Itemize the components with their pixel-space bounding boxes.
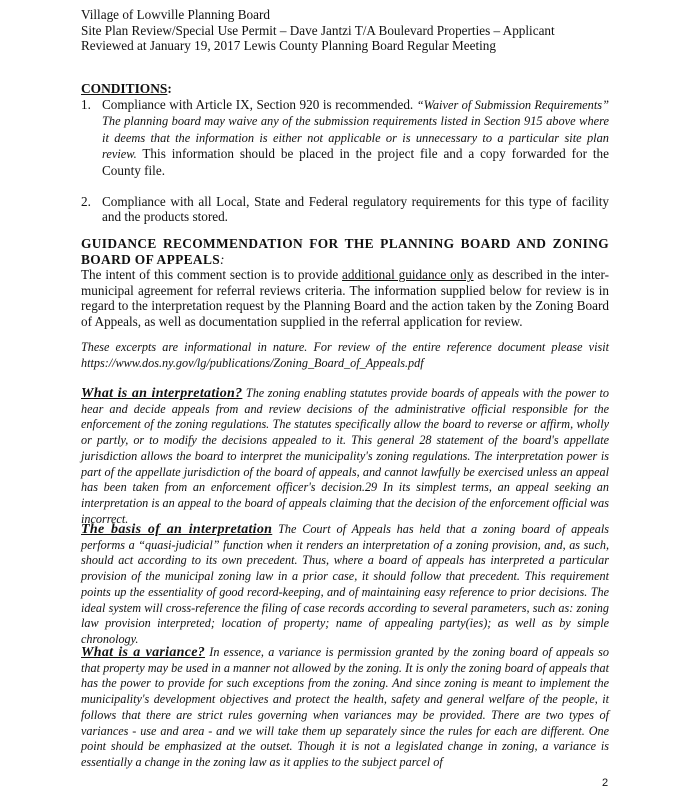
section-text: In essence, a variance is permission granted by the zoning board of appeals so that property may be used in a manner not allowed by the zoning. It is only the zoning board of appeals that has the power to provide for such exceptions from the zoning. And since zoning is meant to implement the municipality's development objectives and protect the health, safety and general welfare of the people, it follows that there are strict rules governing when variances may be provided. There are two types of variances - use and area - and we will take them up separately since the rules for each are different. One point should be emphasized at the outset. Though it is not a legislated change in zoning, a variance is essentially a change in the zoning law as it applies to the subject parcel of [81, 645, 609, 769]
section-basis-of-interpretation [81, 522, 609, 648]
page-number: 2 [602, 777, 609, 789]
guidance-heading: GUIDANCE RECOMMENDATION FOR THE PLANNING BOARD AND ZONING BOARD OF APPEALS: [81, 236, 609, 267]
section-text: The zoning enabling statutes provide boards of appeals with the power to hear and decide appeals from and review decisions of the administrative official responsible for the enforcement of the zoning regulations. The statutes specifically allow the board to reverse or affirm, wholly or partly, or to modify the decisions appealed to it. This general 28 statement of the board's appellate jurisdiction allows the board to interpret the municipality's zoning regulations. The interpretation power is part of the appellate jurisdiction of the board of appeals, and cannot lawfully be exercised unless an appeal has been taken from an enforcement officer's decision.29 In its simplest terms, an appeal seeking an interpretation is an appeal to the board of appeals claiming that the decision of the enforcement official was incorrect. [81, 386, 609, 526]
header-line-meeting: Reviewed at January 19, 2017 Lewis County Planning Board Regular Meeting [81, 38, 496, 53]
waiver-quote: “Waiver of Submission Requirements” The planning board may waive any of the submission requirements listed in Section 915 above where it deems that the information is either not applicable or is unnecessary to a particular site plan review. [102, 97, 609, 162]
guidance-section [81, 236, 609, 330]
condition-item-2 [81, 194, 609, 225]
list-number: 2. [81, 193, 91, 209]
section-term: The basis of an interpretation [81, 522, 273, 537]
list-number: 1. [81, 96, 91, 112]
excerpt-note [81, 340, 609, 371]
section-text: The Court of Appeals has held that a zoning board of appeals performs a “quasi-judicial” function when it renders an interpretation of a zoning provision, and, as such, should act according to its own precedent. Thus, where a board of appeals has interpreted a particular provision of the municipal zoning law in a prior case, it should follow that precedent. This requirement points up the essentiality of good record-keeping, and of maintaining easy reference to prior decisions. The ideal system will cross-reference the filing of case records according to several parameters, such as: zoning law provision interpreted; location of property; name of appealing party(ies); as well as by simple chronology. [81, 522, 609, 646]
additional-guidance-emphasis: additional guidance only [342, 267, 474, 283]
condition-text: Compliance with all Local, State and Federal regulatory requirements for this type of facility and the products stored. [102, 193, 609, 225]
conditions-heading: CONDITIONS: [81, 81, 172, 96]
document-header [81, 7, 555, 54]
condition-item-1 [81, 97, 609, 179]
section-term: What is a variance? [81, 645, 206, 660]
header-line-board: Village of Lowville Planning Board [81, 7, 270, 22]
conditions-section [81, 81, 609, 225]
excerpt-note-text: These excerpts are informational in nature. For review of the entire reference document please visit https://www.dos.ny.gov/lg/publications/Zoning_Board_of_Appeals.pdf [81, 340, 609, 370]
section-interpretation [81, 386, 609, 527]
condition-text: Compliance with Article IX, Section 920 is recommended. “Waiver of Submission Requirements” The planning board may waive any of the submission requirements listed in Section 915 above where it deems that the information is either not applicable or is unnecessary to a particular site plan review. This information should be placed in the project file and a copy forwarded for the County file. [102, 96, 609, 178]
header-line-project: Site Plan Review/Special Use Permit – Dave Jantzi T/A Boulevard Properties – Applicant [81, 22, 555, 38]
section-variance [81, 645, 609, 771]
guidance-intro: The intent of this comment section is to provide additional guidance only as described in the inter-municipal agreement for referral reviews criteria. The information supplied below for review is in regard to the interpretation request by the Planning Board and the action taken by the Zoning Board of Appeals, as well as documentation supplied in the referral application for review. [81, 267, 610, 329]
section-term: What is an interpretation? [81, 386, 243, 401]
